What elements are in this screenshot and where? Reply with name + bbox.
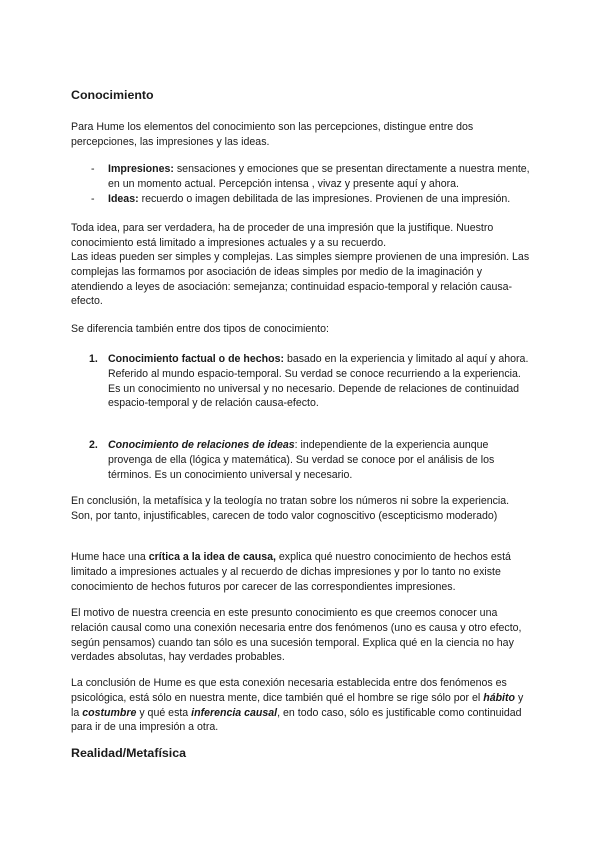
intro-paragraph: Para Hume los elementos del conocimiento son las percepciones, distingue entre dos percepciones, las impresiones y las ideas. [71, 121, 474, 148]
list-item-relaciones [71, 438, 533, 482]
term-costumbre: costumbre [82, 706, 137, 719]
dash-marker: - [91, 192, 95, 205]
term-relaciones: Conocimiento de relaciones de ideas [108, 439, 295, 451]
term-factual: Conocimiento factual o de hechos: [108, 353, 284, 365]
text-relaciones: : independiente de la experiencia aunque provenga de ella (lógica y matemática). Su verdad se conoce por el análisis de los términos. Es un conocimiento universal y necesario. [108, 439, 495, 481]
dash-marker: - [91, 163, 95, 175]
tipos-list-1 [71, 352, 533, 411]
term-habito: hábito [483, 691, 515, 704]
ideas-simples-paragraph: Las ideas pueden ser simples y complejas. Las simples siempre provienen de una impresión. Las complejas las formamos por asociación de ideas simples por medio de la imaginación y atendiendo a leyes de asociación: semejanza; continuidad espacio-temporal y relación causa-efecto. [71, 251, 530, 308]
list-item-impresiones [71, 162, 533, 192]
text-impresiones: sensaciones y emociones que se presentan directamente a nuestra mente, en un momento actual. Percepción intensa , vivaz y presente aquí y ahora. [108, 163, 530, 190]
term-inferencia-causal: inferencia causal [191, 706, 278, 719]
critica-after: explica qué nuestro conocimiento de hechos está limitado a impresiones actuales y al recuerdo de dichas impresiones y por lo tanto no existe conocimiento de hechos futuros por carecer de las correspondientes impresiones. [71, 551, 511, 593]
text-factual: basado en la experiencia y limitado al aquí y ahora. Referido al mundo espacio-temporal. Su verdad se conoce recurriendo a la experiencia. Es un conocimiento no universal y no necesario. Depende de relaciones de continuidad espacio-temporal y de relación causa-efecto. [108, 353, 529, 410]
critica-bold: crítica a la idea de causa, [148, 551, 276, 563]
conclusion-hume-paragraph [71, 676, 533, 735]
list-item-ideas [71, 192, 533, 207]
critica-before: Hume hace una [71, 551, 149, 563]
motivo-paragraph: El motivo de nuestra creencia en este presunto conocimiento es que creemos conocer una relación causal como una conexión necesaria entre dos fenómenos (uno es causa y otro efecto, según pensamos) cuando tan sólo es una sucesión temporal. Explica qué en la ciencia no hay verdades absolutas, hay verdades probables. [71, 607, 522, 664]
tipos-intro: Se diferencia también entre dos tipos de conocimiento: [71, 323, 329, 335]
conclusion-part2: y la [71, 691, 524, 719]
list-item-factual [71, 352, 533, 411]
term-ideas: Ideas: [108, 192, 139, 205]
tipos-list-2 [71, 438, 533, 482]
percepciones-list [71, 162, 533, 206]
conclusion-metafisica-paragraph: En conclusión, la metafísica y la teología no tratan sobre los números ni sobre la experiencia. Son, por tanto, injustificables, carecen de todo valor cognoscitivo (escepticismo moderado) [71, 495, 510, 522]
number-marker: 1. [89, 353, 98, 365]
heading-conocimiento: Conocimiento [71, 88, 154, 102]
text-ideas: recuerdo o imagen debilitada de las impresiones. Provienen de una impresión. [138, 192, 511, 205]
critica-causa-paragraph [71, 550, 533, 594]
conclusion-part3: y qué esta [136, 706, 192, 719]
heading-realidad-metafisica: Realidad/Metafísica [71, 746, 187, 760]
term-impresiones: Impresiones: [108, 163, 174, 175]
conclusion-part4: , en todo caso, sólo es justificable como continuidad para ir de una impresión a otra. [71, 706, 522, 734]
number-marker: 2. [89, 439, 98, 451]
toda-idea-paragraph: Toda idea, para ser verdadera, ha de proceder de una impresión que la justifique. Nuestro conocimiento está limitado a impresiones actuales y a su recuerdo. [71, 222, 494, 249]
conclusion-part1: La conclusión de Hume es que esta conexión necesaria establecida entre dos fenómenos es psicológica, está sólo en nuestra mente, dice también qué el hombre se rige sólo por el [71, 677, 507, 704]
